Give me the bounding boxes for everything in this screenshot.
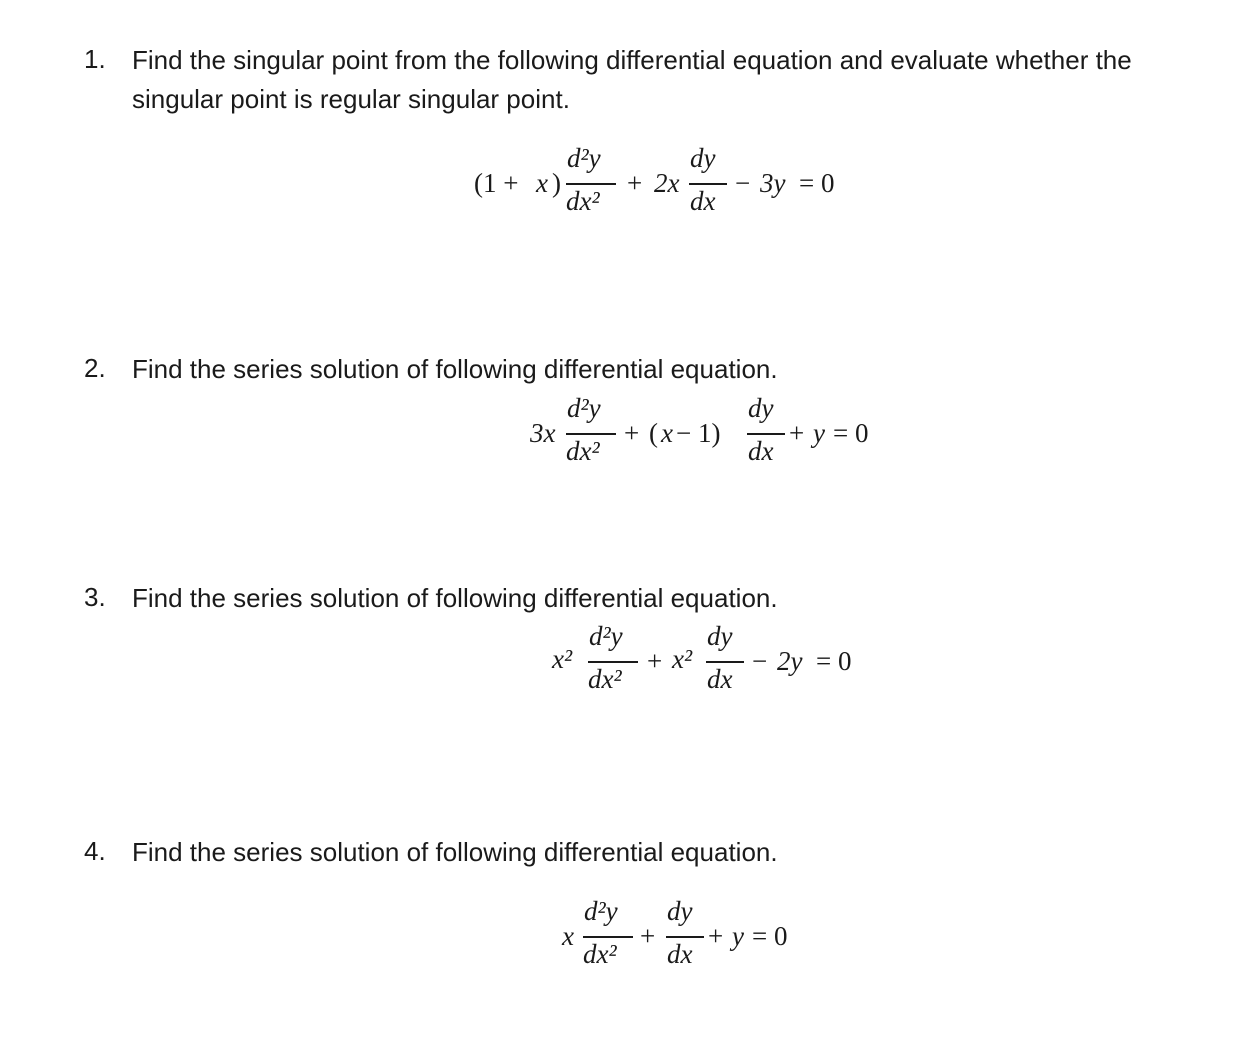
eq-token: x bbox=[661, 418, 673, 448]
eq-numerator: d²y bbox=[589, 621, 623, 651]
eq-token: = 0 bbox=[799, 168, 835, 198]
eq-token: 2y bbox=[777, 646, 803, 676]
eq-token: 3y bbox=[760, 168, 786, 198]
eq-denominator: dx² bbox=[588, 664, 622, 694]
eq-numerator: d²y bbox=[567, 393, 601, 423]
eq-denominator: dx bbox=[707, 664, 733, 694]
eq-token: + bbox=[624, 418, 640, 448]
eq-token: − bbox=[752, 646, 768, 676]
eq-token: x bbox=[562, 921, 574, 951]
eq-token: + bbox=[789, 418, 805, 448]
eq-token: ) bbox=[552, 168, 561, 198]
eq-token: 3x bbox=[530, 418, 556, 448]
eq-token: x bbox=[536, 168, 548, 198]
question-number: 1. bbox=[84, 44, 106, 74]
eq-denominator: dx² bbox=[583, 939, 617, 969]
question-number: 4. bbox=[84, 836, 106, 866]
fraction-bar bbox=[583, 936, 633, 938]
question-text: Find the series solution of following differential equation. bbox=[132, 837, 778, 867]
eq-numerator: dy bbox=[690, 143, 716, 173]
fraction-bar bbox=[588, 661, 638, 663]
question-text: Find the singular point from the following differential equation and evaluate whether the singular point is regular singular point. bbox=[132, 45, 1132, 114]
eq-token: x² bbox=[552, 644, 573, 674]
eq-denominator: dx² bbox=[566, 186, 600, 216]
eq-denominator: dx bbox=[667, 939, 693, 969]
fraction-bar bbox=[747, 433, 785, 435]
eq-token: + bbox=[627, 168, 643, 198]
fraction-bar bbox=[566, 433, 616, 435]
eq-numerator: d²y bbox=[567, 143, 601, 173]
eq-token: + bbox=[640, 921, 656, 951]
eq-token: y bbox=[732, 921, 744, 951]
eq-token: ( bbox=[649, 418, 658, 448]
eq-token: = 0 bbox=[816, 646, 852, 676]
eq-numerator: d²y bbox=[584, 896, 618, 926]
eq-token: x² bbox=[672, 644, 693, 674]
eq-denominator: dx bbox=[690, 186, 716, 216]
question-text: Find the series solution of following differential equation. bbox=[132, 354, 778, 384]
fraction-bar bbox=[666, 936, 704, 938]
eq-token: − bbox=[735, 168, 751, 198]
eq-denominator: dx bbox=[748, 436, 774, 466]
eq-numerator: dy bbox=[667, 896, 693, 926]
eq-token: 2x bbox=[654, 168, 680, 198]
eq-token: − 1) bbox=[676, 418, 721, 448]
eq-token: y bbox=[813, 418, 825, 448]
fraction-bar bbox=[689, 183, 727, 185]
eq-token: = 0 bbox=[752, 921, 788, 951]
fraction-bar bbox=[566, 183, 616, 185]
eq-token: + bbox=[708, 921, 724, 951]
eq-token: + bbox=[647, 646, 663, 676]
question-number: 2. bbox=[84, 353, 106, 383]
question-text: Find the series solution of following differential equation. bbox=[132, 583, 778, 613]
eq-numerator: dy bbox=[748, 393, 774, 423]
eq-denominator: dx² bbox=[566, 436, 600, 466]
eq-token: (1 + bbox=[474, 168, 519, 198]
eq-token: = 0 bbox=[833, 418, 869, 448]
question-number: 3. bbox=[84, 582, 106, 612]
eq-numerator: dy bbox=[707, 621, 733, 651]
fraction-bar bbox=[706, 661, 744, 663]
